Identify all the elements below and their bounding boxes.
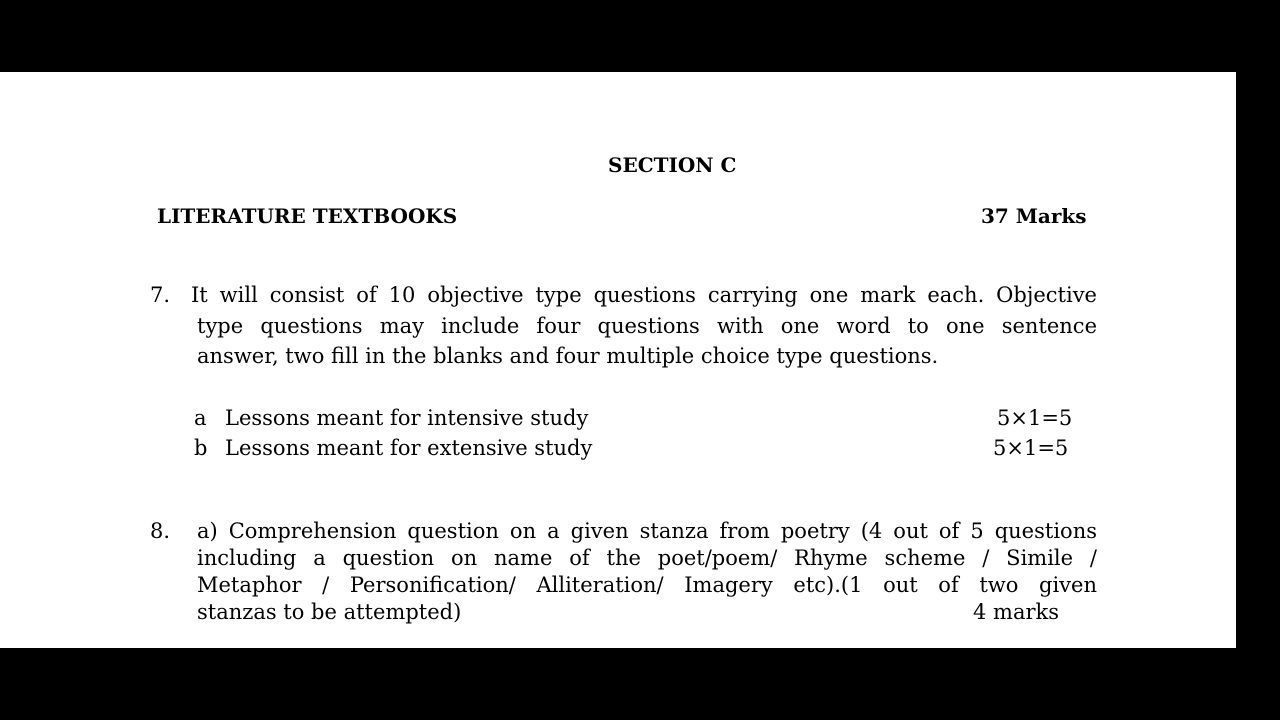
q7-line: type questions may include four questions with one word to one sentence <box>197 314 1097 338</box>
q7-item-marks: 5×1=5 <box>997 406 1073 430</box>
q7-item-text: Lessons meant for extensive study <box>225 436 593 460</box>
q8-line: a) Comprehension question on a given stanza from poetry (4 out of 5 questions <box>197 519 1097 543</box>
q7-item-letter: a <box>194 406 207 430</box>
q8-line: Metaphor / Personification/ Alliteration/ Imagery etc).(1 out of two given <box>197 573 1097 597</box>
heading-left: LITERATURE TEXTBOOKS <box>157 204 458 228</box>
section-title: SECTION C <box>608 153 737 177</box>
heading-marks: 37 Marks <box>981 204 1087 228</box>
q7-line: It will consist of 10 objective type questions carrying one mark each. Objective <box>191 283 1097 307</box>
q8-line: including a question on name of the poet/poem/ Rhyme scheme / Simile / <box>197 546 1097 570</box>
q7-number: 7. <box>150 283 171 307</box>
q8-marks: 4 marks <box>973 600 1060 624</box>
q7-item-letter: b <box>194 436 208 460</box>
q7-line: answer, two fill in the blanks and four multiple choice type questions. <box>197 344 939 368</box>
q7-item-marks: 5×1=5 <box>993 436 1069 460</box>
q8-line: stanzas to be attempted) <box>197 600 462 624</box>
q7-item-text: Lessons meant for intensive study <box>225 406 589 430</box>
q8-number: 8. <box>150 519 171 543</box>
document-page <box>0 72 1236 648</box>
